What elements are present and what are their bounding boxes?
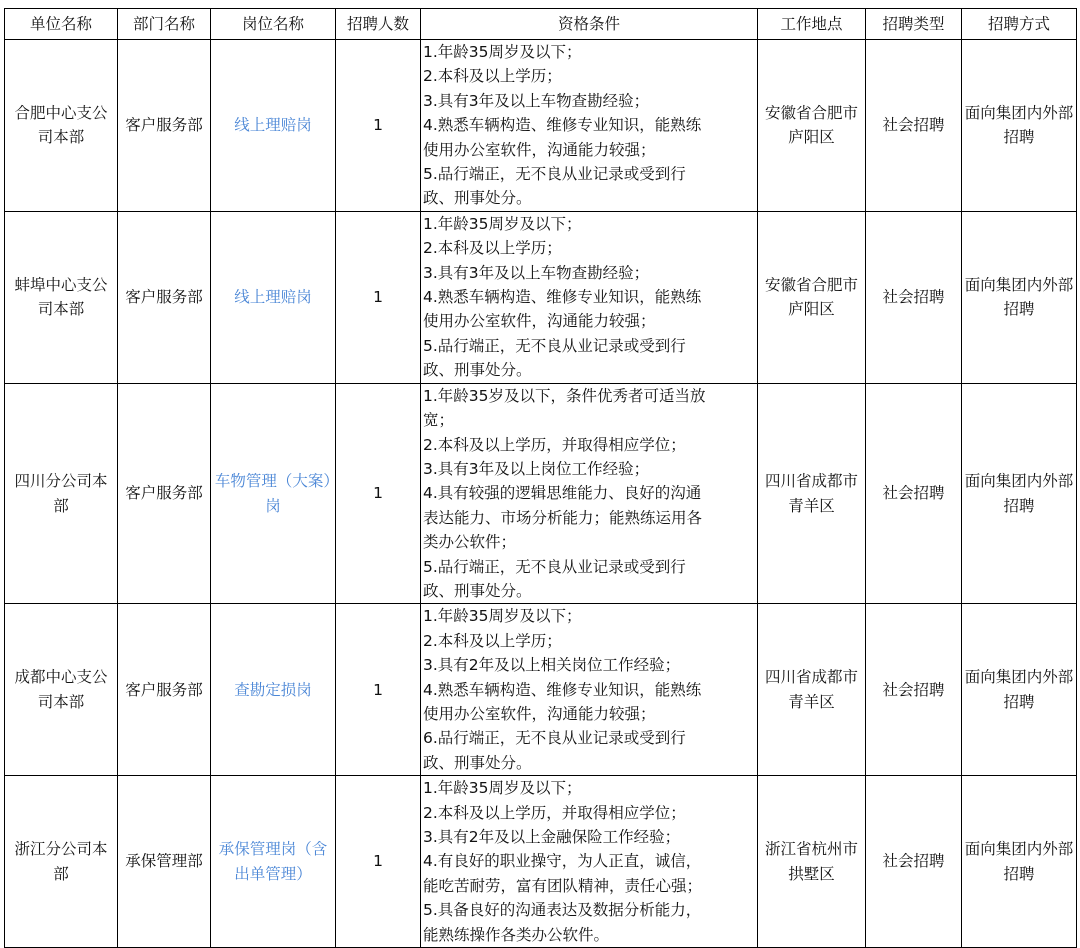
method-cell: 面向集团内外部招聘	[962, 383, 1077, 604]
requirement-line: 3.具有3年及以上岗位工作经验；	[423, 459, 650, 478]
table-row	[5, 211, 1077, 383]
recruitment-table	[4, 8, 1077, 948]
requirement-line: 3.具有3年及以上车物查勘经验；	[423, 91, 650, 110]
requirement-line: 3.具有3年及以上车物查勘经验；	[423, 263, 650, 282]
position-link[interactable]: 线上理赔岗	[211, 40, 336, 212]
requirement-line: 4.熟悉车辆构造、维修专业知识，能熟练	[423, 288, 702, 307]
position-link[interactable]: 查勘定损岗	[211, 604, 336, 776]
method-cell: 面向集团内外部招聘	[962, 776, 1077, 948]
requirement-line: 2.本科及以上学历，并取得相应学位；	[423, 435, 686, 454]
requirement-line: 4.具有较强的逻辑思维能力、良好的沟通	[423, 484, 702, 503]
requirement-line: 2.本科及以上学历，并取得相应学位；	[423, 803, 686, 822]
table-row	[5, 383, 1077, 604]
requirement-line: 1.年龄35岁及以下，条件优秀者可适当放	[423, 386, 706, 405]
requirement-line: 5.具备良好的沟通表达及数据分析能力，	[423, 901, 702, 920]
count-cell: 1	[336, 776, 421, 948]
requirement-line: 5.品行端正，无不良从业记录或受到行	[423, 557, 686, 576]
requirement-line: 类办公软件；	[423, 533, 517, 552]
position-link[interactable]: 线上理赔岗	[211, 211, 336, 383]
count-cell: 1	[336, 40, 421, 212]
type-cell: 社会招聘	[866, 604, 962, 776]
table-row	[5, 40, 1077, 212]
requirement-line: 政、刑事处分。	[423, 189, 532, 208]
requirement-line: 政、刑事处分。	[423, 753, 532, 772]
header-type: 招聘类型	[866, 9, 962, 40]
requirement-line: 3.具有2年及以上相关岗位工作经验；	[423, 656, 681, 675]
header-dept: 部门名称	[118, 9, 211, 40]
requirement-line: 政、刑事处分。	[423, 581, 532, 600]
requirement-line: 2.本科及以上学历；	[423, 67, 562, 86]
header-location: 工作地点	[758, 9, 866, 40]
dept-cell: 客户服务部	[118, 211, 211, 383]
count-cell: 1	[336, 604, 421, 776]
count-cell: 1	[336, 211, 421, 383]
requirement-line: 6.品行端正，无不良从业记录或受到行	[423, 729, 686, 748]
requirement-line: 2.本科及以上学历；	[423, 239, 562, 258]
unit-cell: 浙江分公司本部	[5, 776, 118, 948]
dept-cell: 客户服务部	[118, 383, 211, 604]
unit-cell: 四川分公司本部	[5, 383, 118, 604]
requirement-line: 1.年龄35周岁及以下；	[423, 779, 582, 798]
requirement-line: 使用办公室软件，沟通能力较强；	[423, 704, 656, 723]
type-cell: 社会招聘	[866, 383, 962, 604]
location-cell: 四川省成都市青羊区	[758, 604, 866, 776]
location-cell: 浙江省杭州市拱墅区	[758, 776, 866, 948]
method-cell: 面向集团内外部招聘	[962, 40, 1077, 212]
requirement-line: 表达能力、市场分析能力；能熟练运用各	[423, 508, 703, 527]
header-row	[5, 9, 1077, 40]
requirement-line: 4.熟悉车辆构造、维修专业知识，能熟练	[423, 116, 702, 135]
unit-cell: 合肥中心支公司本部	[5, 40, 118, 212]
requirements-cell	[421, 383, 758, 604]
unit-cell: 蚌埠中心支公司本部	[5, 211, 118, 383]
method-cell: 面向集团内外部招聘	[962, 604, 1077, 776]
method-cell: 面向集团内外部招聘	[962, 211, 1077, 383]
dept-cell: 承保管理部	[118, 776, 211, 948]
requirement-line: 使用办公室软件，沟通能力较强；	[423, 140, 656, 159]
requirement-line: 2.本科及以上学历；	[423, 631, 562, 650]
location-cell: 四川省成都市青羊区	[758, 383, 866, 604]
requirements-cell	[421, 40, 758, 212]
requirement-line: 宽；	[423, 411, 455, 430]
table-row	[5, 776, 1077, 948]
requirement-line: 4.有良好的职业操守，为人正直，诚信，	[423, 852, 702, 871]
requirements-cell	[421, 604, 758, 776]
header-method: 招聘方式	[962, 9, 1077, 40]
requirement-line: 政、刑事处分。	[423, 361, 532, 380]
table-row	[5, 604, 1077, 776]
requirements-cell	[421, 776, 758, 948]
requirements-cell	[421, 211, 758, 383]
header-position: 岗位名称	[211, 9, 336, 40]
requirement-line: 能熟练操作各类办公软件。	[423, 925, 610, 944]
requirement-line: 4.熟悉车辆构造、维修专业知识，能熟练	[423, 680, 702, 699]
location-cell: 安徽省合肥市庐阳区	[758, 40, 866, 212]
count-cell: 1	[336, 383, 421, 604]
requirement-line: 1.年龄35周岁及以下；	[423, 214, 582, 233]
requirement-line: 5.品行端正，无不良从业记录或受到行	[423, 165, 686, 184]
header-requirements: 资格条件	[421, 9, 758, 40]
requirement-line: 1.年龄35周岁及以下；	[423, 607, 582, 626]
position-link[interactable]: 承保管理岗（含出单管理）	[211, 776, 336, 948]
location-cell: 安徽省合肥市庐阳区	[758, 211, 866, 383]
dept-cell: 客户服务部	[118, 604, 211, 776]
requirement-line: 3.具有2年及以上金融保险工作经验；	[423, 828, 681, 846]
type-cell: 社会招聘	[866, 40, 962, 212]
requirement-line: 5.品行端正，无不良从业记录或受到行	[423, 336, 686, 355]
dept-cell: 客户服务部	[118, 40, 211, 212]
type-cell: 社会招聘	[866, 776, 962, 948]
unit-cell: 成都中心支公司本部	[5, 604, 118, 776]
requirement-line: 能吃苦耐劳，富有团队精神，责任心强；	[423, 876, 703, 895]
header-count: 招聘人数	[336, 9, 421, 40]
requirement-line: 使用办公室软件，沟通能力较强；	[423, 312, 656, 331]
type-cell: 社会招聘	[866, 211, 962, 383]
header-unit: 单位名称	[5, 9, 118, 40]
position-link[interactable]: 车物管理（大案）岗	[211, 383, 336, 604]
requirement-line: 1.年龄35周岁及以下；	[423, 43, 582, 61]
